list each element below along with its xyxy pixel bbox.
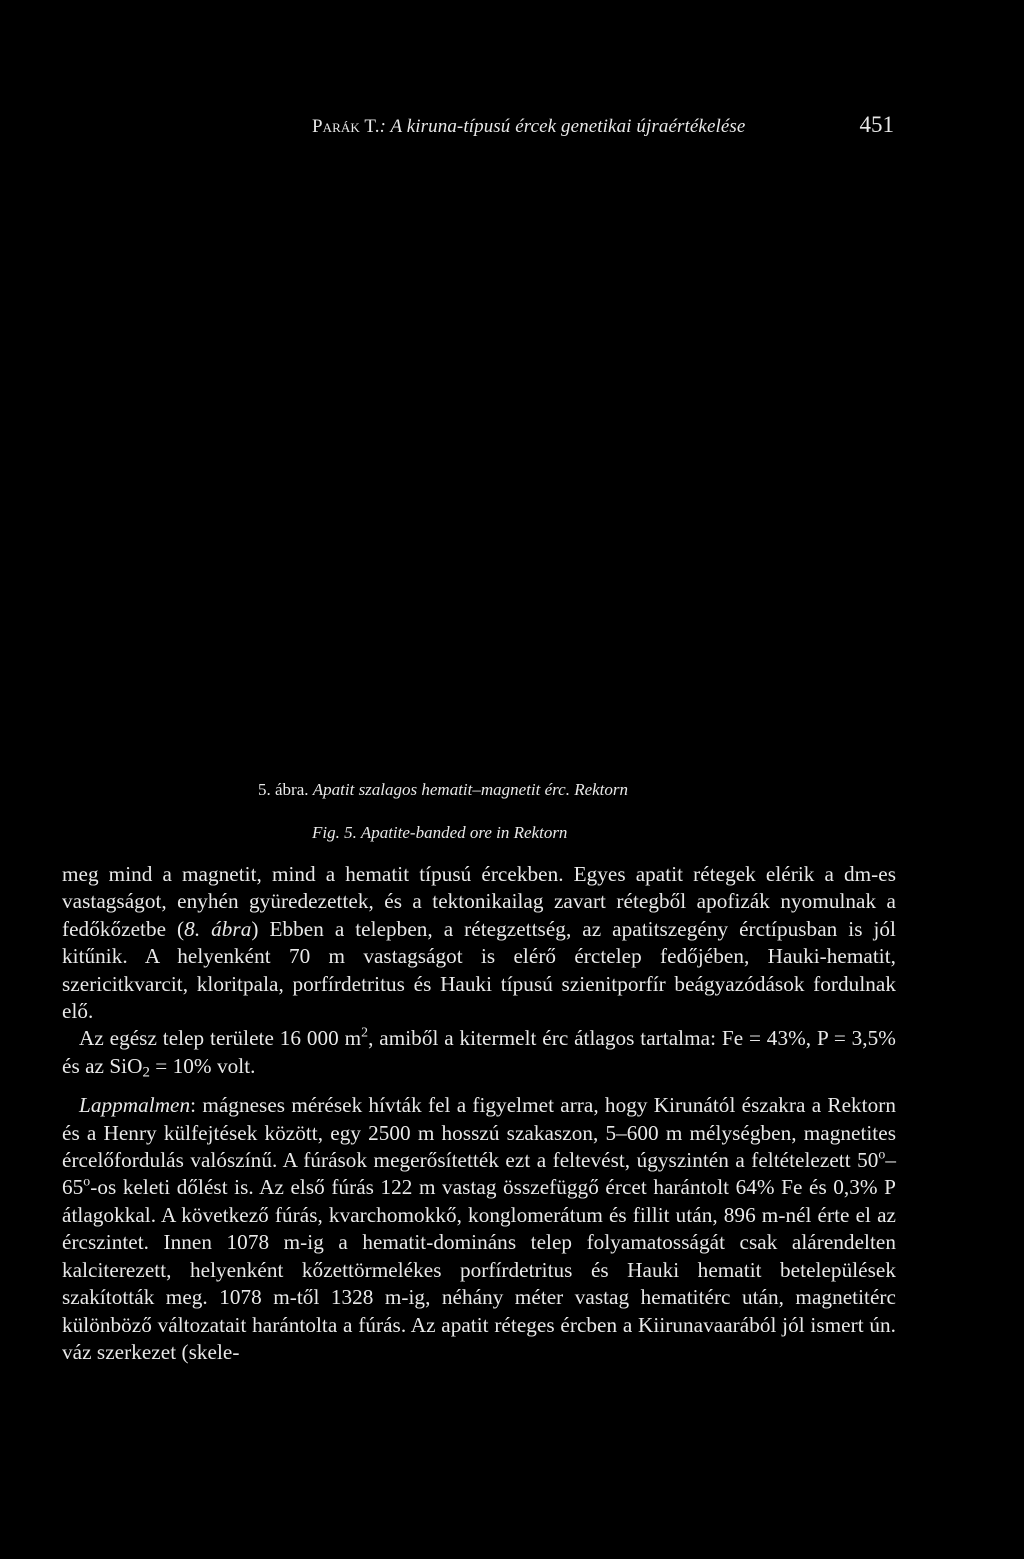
p3-term: Lappmalmen [79,1093,191,1118]
paragraph-3 [62,1092,896,1366]
figure-photo [60,170,960,760]
p2-text-a: Az egész telep területe 16 000 m [79,1026,362,1051]
figure-caption-english [312,823,567,843]
caption-hu-label: 5. ábra. [258,780,309,799]
caption-hu-text: Apatit szalagos hematit–magnetit érc. Rektorn [312,780,629,799]
p3-degree-1: o [878,1146,886,1162]
caption-en-label: Fig. 5. [312,823,357,842]
p1-figure-ref: 8. ábra [184,916,252,941]
p3-text-b: –65 [62,1148,896,1200]
running-head-title [312,116,745,138]
running-head-author: Parák T. [312,116,380,137]
p1-text-b: ) Ebben a telepben, a rétegzettség, az apatitszegény érctípusban is jól kitűnik. A helyenként 70 m vastagságot is elérő érctelep fedőjében, Hauki-hematit, szericitkvarcit, kloritpala, porfírdetritus és Hauki típusú szienitporfír beágyazódások fordulnak elő. [62,916,896,1024]
running-head-text: : A kiruna-típusú ércek genetikai újraértékelése [379,116,746,137]
figure-caption-hungarian [258,780,628,800]
paragraph-1 [62,861,896,1025]
page-number: 451 [859,112,894,137]
p1-text-a: meg mind a magnetit, mind a hematit típusú ércekben. Egyes apatit rétegek elérik a dm-es vastagságot, enyhén gyüredezettek, és a tektonikailag zavart rétegből apofizák nyomulnak a fedőkőzetbe ( [62,862,896,941]
p2-text-b: , amiből a kitermelt érc átlagos tartalma: Fe = 43%, P = 3,5% és az SiO [62,1026,896,1078]
p3-text-a: : mágneses mérések hívták fel a figyelmet arra, hogy Kirunától északra a Rektorn és a Henry külfejtések között, egy 2500 m hosszú szakaszon, 5–600 m mélységben, magnetites ércelőfordulás valószínű. A fúrások megerősítették ezt a feltevést, úgyszintén a feltételezett 50 [62,1093,896,1173]
p2-subscript: 2 [142,1064,150,1081]
p2-superscript: 2 [361,1025,369,1041]
paragraph-2 [62,1025,896,1080]
p3-degree-2: o [83,1174,91,1190]
p2-text-c: = 10% volt. [149,1053,256,1078]
p3-text-c: -os keleti dőlést is. Az első fúrás 122 m vastag összefüggő ércet harántolt 64% Fe és 0,3% P átlagokkal. A következő fúrás, kvarchomokkő, konglomerátum és fillit után, 896 m-nél érte el az ércszintet. Innen 1078 m-ig a hematit-domináns telep folyamatosságát csak alárendelten kalciterezett, helyenként kőzettörmelékes porfírdetritus és Hauki hematit betelepülések szakították meg. 1078 m-től 1328 m-ig, néhány méter vastag hematitérc után, magnetitérc különböző változatait harántolta a fúrás. Az apatit réteges ércben a Kiirunavaarából jól ismert ún. váz szerkezet (skele- [62,1175,896,1364]
caption-en-text: Apatite-banded ore in Rektorn [360,823,568,842]
body-text [62,861,896,1366]
running-header [312,112,894,146]
